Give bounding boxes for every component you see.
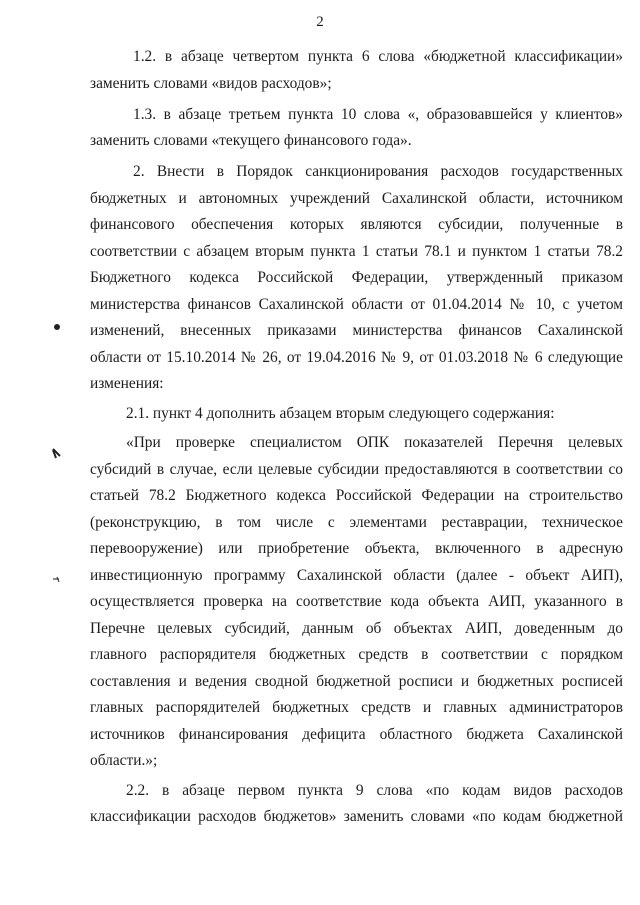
quote-line-2: субсидий в случае, если целевые субсидии предоставляются в соответствии со — [90, 461, 623, 478]
scan-speck-mark — [52, 322, 62, 332]
paragraph-2-line-1: 2. Внести в Порядок санкционирования расходов государственных — [133, 163, 623, 180]
paragraph-1-2-line-1: 1.2. в абзаце четвертом пункта 6 слова «бюджетной классификации» — [133, 48, 623, 65]
paragraph-2-line-2: бюджетных и автономных учреждений Сахалинской области, источником — [90, 190, 623, 207]
quote-line-1: «При проверке специалистом ОПК показателей Перечня целевых — [126, 434, 623, 451]
paragraph-2-line-4: соответствии с абзацем вторым пункта 1 статьи 78.1 и пунктом 1 статьи 78.2 — [90, 243, 623, 260]
paragraph-2-line-6: министерства финансов Сахалинской области от 01.04.2014 № 10, с учетом — [90, 296, 623, 313]
quote-line-12: источников финансирования дефицита областного бюджета Сахалинской — [90, 726, 623, 743]
page-number: 2 — [316, 14, 324, 30]
paragraph-2-line-5: Бюджетного кодекса Российской Федерации, утвержденный приказом — [90, 269, 623, 286]
paragraph-2-line-8: области от 15.10.2014 № 26, от 19.04.2016 № 9, от 01.03.2018 № 6 следующие — [90, 349, 623, 366]
scan-speck-mark — [50, 446, 64, 460]
quote-line-10: составления и ведения сводной бюджетной росписи и бюджетных росписей — [90, 673, 623, 690]
paragraph-1-3-line-2: заменить словами «текущего финансового года». — [90, 132, 412, 149]
quote-line-6: инвестиционную программу Сахалинской области (далее - объект АИП), — [90, 567, 623, 584]
paragraph-1-3-line-1: 1.3. в абзаце третьем пункта 10 слова «, образовавшейся у клиентов» — [133, 106, 623, 123]
paragraph-2-1-line-1: 2.1. пункт 4 дополнить абзацем вторым следующего содержания: — [126, 405, 555, 422]
paragraph-2-line-9: изменения: — [90, 375, 164, 392]
quote-line-3: статьей 78.2 Бюджетного кодекса Российской Федерации на строительство — [90, 487, 623, 504]
paragraph-2-line-3: финансового обеспечения которых являются субсидии, полученные в — [90, 216, 623, 233]
paragraph-2-2-line-2: классификации расходов бюджетов» заменить словами «по кодам бюджетной — [90, 808, 623, 825]
paragraph-2-2-line-1: 2.2. в абзаце первом пункта 9 слова «по кодам видов расходов — [126, 782, 623, 799]
paragraph-1-2-line-2: заменить словами «видов расходов»; — [90, 75, 332, 92]
quote-line-8: Перечне целевых субсидий, данным об объектах АИП, доведенным до — [90, 620, 623, 637]
quote-line-7: осуществляется проверка на соответствие кода объекта АИП, указанного в — [90, 593, 623, 610]
quote-line-9: главного распорядителя бюджетных средств в соответствии с порядком — [90, 646, 623, 663]
quote-line-4: (реконструкцию, в том числе с элементами реставрации, техническое — [90, 514, 623, 531]
quote-line-11: главных распорядителей бюджетных средств и главных администраторов — [90, 699, 623, 716]
quote-line-5: перевооружение) или приобретение объекта, включенного в адресную — [90, 540, 623, 557]
scan-speck-mark — [51, 573, 63, 585]
paragraph-2-line-7: изменений, внесенных приказами министерства финансов Сахалинской — [90, 322, 623, 339]
quote-line-13: области.»; — [90, 752, 158, 769]
